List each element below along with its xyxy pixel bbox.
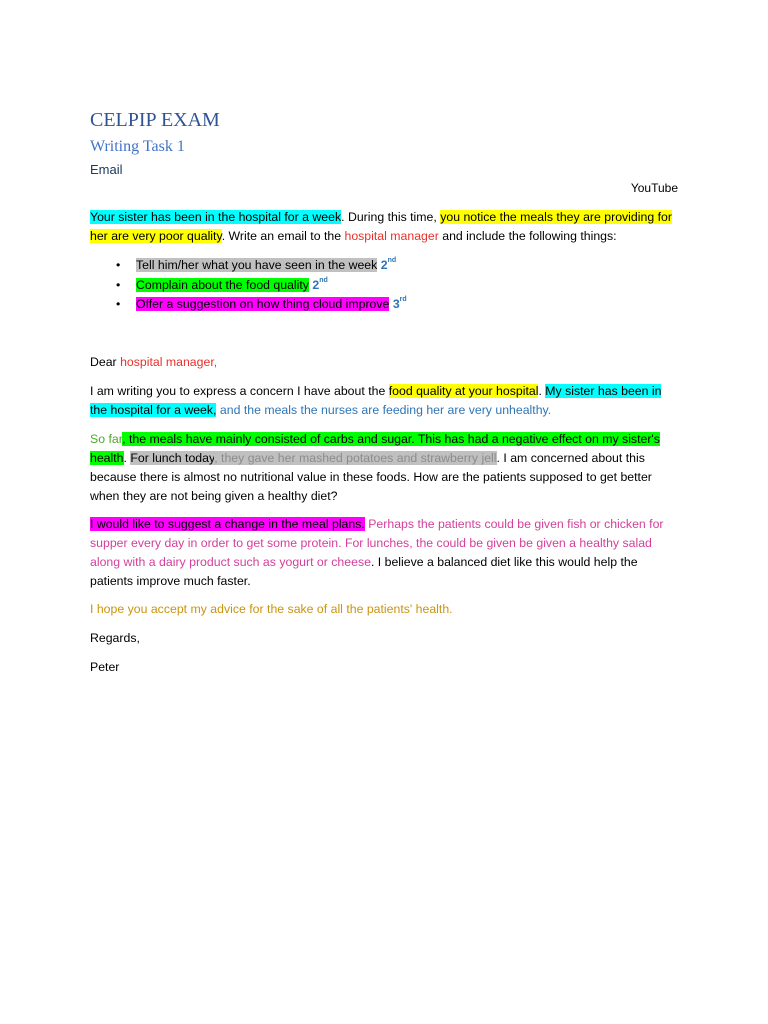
bullet-icon: •	[116, 258, 121, 272]
source-label: YouTube	[630, 181, 678, 195]
greeting-recipient: hospital manager	[120, 355, 214, 369]
transition-text: So far	[90, 432, 123, 446]
document-subtitle: Writing Task 1	[90, 138, 185, 155]
task-ordinal: nd	[387, 257, 397, 264]
task-ordinal: nd	[319, 276, 328, 284]
prompt-text: . During this time,	[341, 210, 441, 224]
bullet-icon: •	[116, 297, 121, 311]
bullet-icon: •	[116, 277, 121, 292]
list-item	[90, 256, 407, 276]
paragraph-text: . I am concerned about this because there is almost no nutritional value in these foods. How are the patients supposed to get better when they are not being given a healthy diet?	[90, 451, 652, 503]
email-paragraph-4: I hope you accept my advice for the sake of all the patients' health.	[90, 602, 453, 616]
document-title: CELPIP EXAM	[90, 109, 220, 131]
paragraph-text-blue: and the meals the nurses are feeding her are very unhealthy.	[216, 403, 552, 417]
task-text: Complain about the food quality	[136, 277, 309, 292]
highlight-suggestion: I would like to suggest a change in the meal plans.	[90, 517, 365, 531]
highlight-food-quality: food quality at your hospital	[388, 384, 539, 398]
email-closing: Regards,	[90, 631, 140, 645]
prompt-highlight-meals: you notice the meals they are providing for her are very poor quality	[90, 210, 672, 243]
highlight-lunch: For lunch today	[130, 451, 215, 465]
task-text: Tell him/her what you have seen in the week	[136, 258, 378, 272]
list-item	[90, 276, 407, 296]
task-prompt	[90, 208, 680, 246]
email-paragraph-2	[90, 430, 680, 506]
list-item	[90, 295, 407, 315]
paragraph-text: .	[538, 384, 546, 398]
task-ordinal: rd	[399, 296, 407, 303]
email-greeting	[90, 353, 680, 372]
paragraph-text: .	[123, 451, 131, 465]
greeting-prefix: Dear	[90, 355, 121, 369]
paragraph-text: . I believe a balanced diet like this would help the patients improve much faster.	[90, 555, 638, 588]
greeting-comma: ,	[213, 355, 218, 369]
task-number: 2	[312, 277, 320, 292]
task-text: Offer a suggestion on how thing cloud improve	[136, 297, 390, 311]
task-type-label: Email	[90, 162, 123, 177]
prompt-text: and include the following things:	[438, 229, 617, 243]
prompt-text: . Write an email to the	[221, 229, 345, 243]
prompt-recipient: hospital manager	[344, 229, 439, 243]
prompt-highlight-sister: Your sister has been in the hospital for a week	[90, 210, 342, 224]
highlight-complaint: , the meals have mainly consisted of carbs and sugar. This has had a negative effect on my sister's health	[90, 432, 660, 465]
highlight-lunch-detail: , they gave her mashed potatoes and strawberry jell	[214, 451, 497, 465]
email-signature: Peter	[90, 660, 120, 674]
task-list	[90, 256, 407, 315]
email-paragraph-1	[90, 382, 680, 420]
email-paragraph-3	[90, 515, 680, 591]
task-number: 3	[392, 297, 400, 311]
paragraph-text-pink: Perhaps the patients could be given fish or chicken for supper every day in order to get some protein. For lunches, the could be given be given a healthy salad along with a dairy product such as yogurt or cheese	[90, 517, 664, 569]
highlight-sister: My sister has been in the hospital for a week,	[90, 384, 662, 417]
paragraph-text: I am writing you to express a concern I have about the	[90, 384, 389, 398]
task-number: 2	[380, 258, 388, 272]
